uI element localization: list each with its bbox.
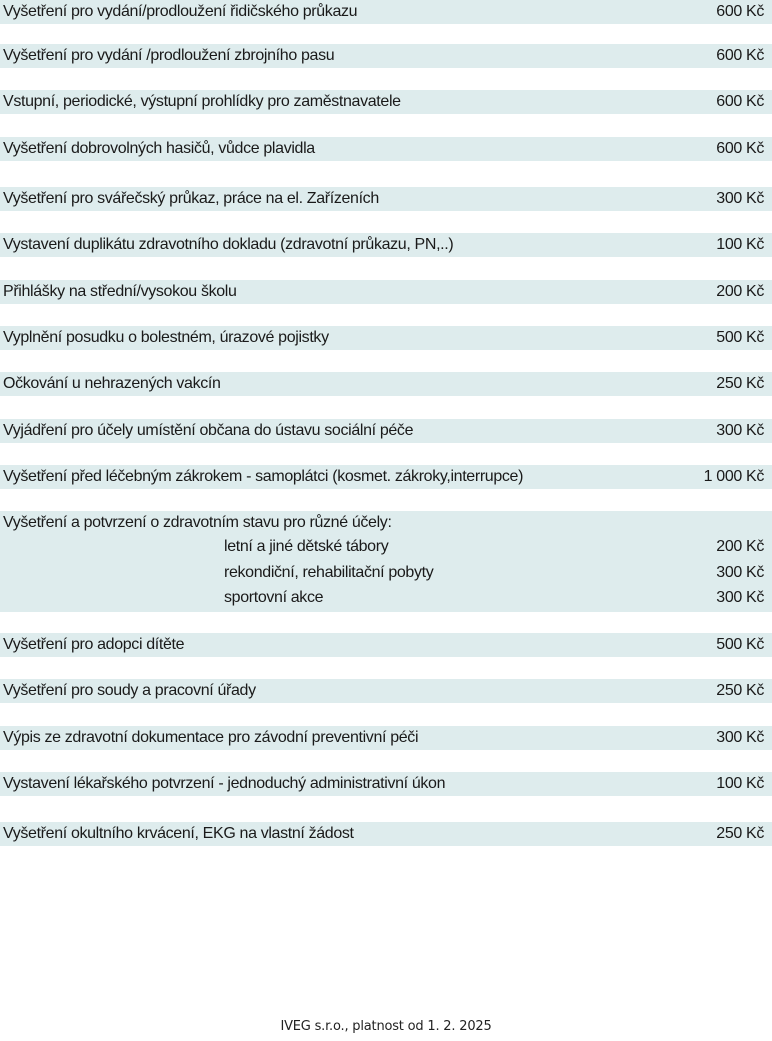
service-price: 250 Kč: [716, 825, 764, 842]
price-row: [0, 233, 772, 257]
price-row: [0, 44, 772, 68]
sub-label: rekondiční, rehabilitační pobyty: [224, 564, 434, 581]
price-row: [0, 372, 772, 396]
service-label: Vyšetření pro svářečský průkaz, práce na el. Zařízeních: [3, 190, 379, 207]
service-price: 250 Kč: [716, 682, 764, 699]
price-group: [0, 511, 772, 612]
service-price: 100 Kč: [716, 775, 764, 792]
price-row: [0, 137, 772, 161]
service-label: Vyšetření před léčebným zákrokem - samoplátci (kosmet. zákroky,interrupce): [3, 468, 524, 485]
service-price: 600 Kč: [716, 140, 764, 157]
price-row: [0, 280, 772, 304]
service-label: Vyjádření pro účely umístění občana do ústavu sociální péče: [3, 422, 414, 439]
price-row: [0, 326, 772, 350]
service-price: 200 Kč: [716, 283, 764, 300]
sub-price: 300 Kč: [716, 589, 764, 606]
service-label: Vyšetření pro vydání/prodloužení řidičského průkazu: [3, 3, 358, 20]
price-row: [0, 726, 772, 750]
service-label: Vyšetření pro soudy a pracovní úřady: [3, 682, 256, 699]
service-label: Vyšetření pro vydání /prodloužení zbrojního pasu: [3, 47, 335, 64]
service-price: 1 000 Kč: [703, 468, 764, 485]
service-price: 100 Kč: [716, 236, 764, 253]
service-price: 500 Kč: [716, 636, 764, 653]
sub-label: letní a jiné dětské tábory: [224, 538, 389, 555]
service-price: 500 Kč: [716, 329, 764, 346]
service-label: Výpis ze zdravotní dokumentace pro závodní preventivní péči: [3, 729, 419, 746]
service-label: Očkování u nehrazených vakcín: [3, 375, 221, 392]
group-label: Vyšetření a potvrzení o zdravotním stavu pro různé účely:: [3, 514, 392, 531]
price-row: [0, 679, 772, 703]
service-price: 300 Kč: [716, 729, 764, 746]
service-price: 300 Kč: [716, 422, 764, 439]
sub-label: sportovní akce: [224, 589, 324, 606]
service-price: 600 Kč: [716, 93, 764, 110]
service-label: Vystavení duplikátu zdravotního dokladu (zdravotní průkazu, PN,..): [3, 236, 454, 253]
service-label: Vystavení lékařského potvrzení - jednoduchý administrativní úkon: [3, 775, 446, 792]
sub-price: 300 Kč: [716, 564, 764, 581]
price-row: [0, 0, 772, 24]
price-row: [0, 419, 772, 443]
service-label: Vyšetření dobrovolných hasičů, vůdce plavidla: [3, 140, 315, 157]
service-label: Vyšetření pro adopci dítěte: [3, 636, 185, 653]
service-label: Vyšetření okultního krvácení, EKG na vlastní žádost: [3, 825, 354, 842]
price-row: [0, 822, 772, 846]
sub-price: 200 Kč: [716, 538, 764, 555]
price-row: [0, 633, 772, 657]
sub-row: [0, 561, 772, 585]
price-row: [0, 187, 772, 211]
service-price: 600 Kč: [716, 47, 764, 64]
price-row: [0, 90, 772, 114]
sub-row: [0, 535, 772, 559]
sub-row: [0, 586, 772, 610]
price-row: [0, 772, 772, 796]
service-label: Přihlášky na střední/vysokou školu: [3, 283, 237, 300]
service-price: 600 Kč: [716, 3, 764, 20]
service-label: Vyplnění posudku o bolestném, úrazové pojistky: [3, 329, 329, 346]
footer-validity: IVEG s.r.o., platnost od 1. 2. 2025: [280, 1019, 492, 1034]
service-label: Vstupní, periodické, výstupní prohlídky pro zaměstnavatele: [3, 93, 401, 110]
service-price: 300 Kč: [716, 190, 764, 207]
service-price: 250 Kč: [716, 375, 764, 392]
price-row: [0, 465, 772, 489]
